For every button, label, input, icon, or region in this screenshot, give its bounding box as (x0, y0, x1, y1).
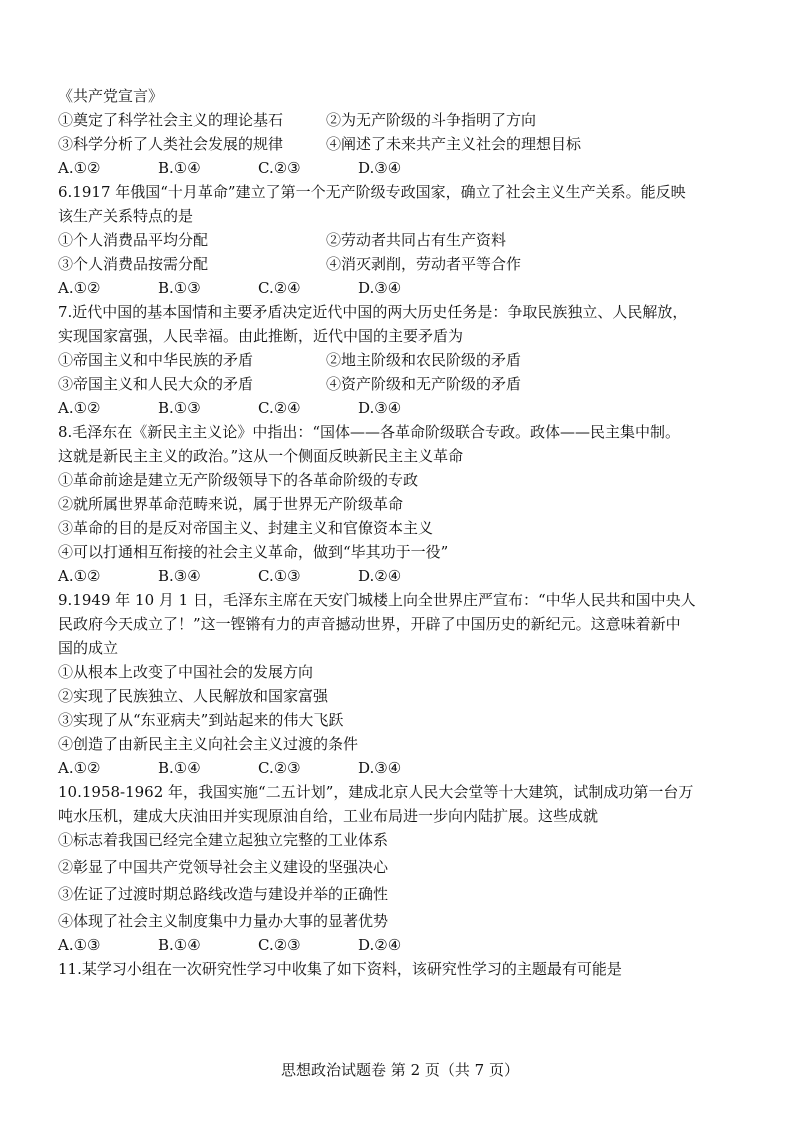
q5-options (58, 156, 748, 180)
q10-option-d: D.②④ (358, 936, 402, 954)
q7-statement-row (58, 348, 748, 372)
q8-option-b: B.③④ (158, 567, 201, 585)
q9-options (58, 756, 748, 780)
q10-statement: ④体现了社会主义制度集中力量办大事的显著优势 (58, 912, 389, 930)
q7-statement: ①帝国主义和中华民族的矛盾 (58, 351, 254, 369)
q8-option-c: C.①③ (258, 567, 301, 585)
q6-options (58, 276, 748, 300)
q9-option-a: A.①② (58, 759, 101, 777)
q9-statement: ②实现了民族独立、人民解放和国家富强 (58, 687, 329, 705)
q8-option-d: D.②④ (358, 567, 402, 585)
q6-stem: 6.1917 年俄国“十月革命”建立了第一个无产阶级专政国家，确立了社会主义生产关系。能反映 (58, 183, 686, 201)
q5-statement-row (58, 132, 748, 156)
q9-option-d: D.③④ (358, 759, 402, 777)
q7-statement-row (58, 372, 748, 396)
q5-option-d: D.③④ (358, 159, 402, 177)
q6-stem: 该生产关系特点的是 (58, 207, 194, 225)
q7-statement: ②地主阶级和农民阶级的矛盾 (326, 351, 522, 369)
exam-page (58, 84, 748, 981)
q7-stem: 7.近代中国的基本国情和主要矛盾决定近代中国的两大历史任务是：争取民族独立、人民解放， (58, 303, 688, 321)
q9-statement: ④创造了由新民主主义向社会主义过渡的条件 (58, 735, 359, 753)
q8-option-a: A.①② (58, 567, 101, 585)
q6-option-b: B.①③ (158, 279, 201, 297)
q7-option-a: A.①② (58, 399, 101, 417)
q7-stem: 实现国家富强，人民幸福。由此推断，近代中国的主要矛盾为 (58, 327, 464, 345)
q10-stem: 10.1958-1962 年，我国实施“二五计划”，建成北京人民大会堂等十大建筑，试制成功第一台万 (58, 783, 694, 801)
q7-options (58, 396, 748, 420)
q10-option-a: A.①③ (58, 936, 101, 954)
q5-option-c: C.②③ (258, 159, 301, 177)
q9-option-c: C.②③ (258, 759, 301, 777)
q5-statement: ②为无产阶级的斗争指明了方向 (326, 111, 537, 129)
q10-option-c: C.②③ (258, 936, 301, 954)
lead-line: 《共产党宣言》 (58, 87, 164, 105)
q7-option-d: D.③④ (358, 399, 402, 417)
q7-statement: ④资产阶级和无产阶级的矛盾 (326, 375, 522, 393)
q9-stem: 国的成立 (58, 639, 119, 657)
q6-statement: ②劳动者共同占有生产资料 (326, 231, 507, 249)
q6-statement: ④消灭剥削，劳动者平等合作 (326, 255, 522, 273)
q5-statement: ④阐述了未来共产主义社会的理想目标 (326, 135, 582, 153)
q7-statement: ③帝国主义和人民大众的矛盾 (58, 375, 254, 393)
q5-statement: ①奠定了科学社会主义的理论基石 (58, 111, 284, 129)
q11-stem: 11.某学习小组在一次研究性学习中收集了如下资料，该研究性学习的主题最有可能是 (58, 960, 622, 978)
q8-statement: ②就所属世界革命范畴来说，属于世界无产阶级革命 (58, 495, 404, 513)
q9-option-b: B.①④ (158, 759, 201, 777)
q5-option-b: B.①④ (158, 159, 201, 177)
q5-option-a: A.①② (58, 159, 101, 177)
q8-stem: 这就是新民主主义的政治。”这从一个侧面反映新民主主义革命 (58, 447, 464, 465)
q9-stem: 9.1949 年 10 月 1 日，毛泽东主席在天安门城楼上向全世界庄严宣布：“中华人民共和国中央人 (58, 591, 696, 609)
q6-option-d: D.③④ (358, 279, 402, 297)
q6-option-a: A.①② (58, 279, 101, 297)
q5-statement-row (58, 108, 748, 132)
q10-stem: 吨水压机，建成大庆油田并实现原油自给，工业布局进一步向内陆扩展。这些成就 (58, 807, 599, 825)
q10-statement: ①标志着我国已经完全建立起独立完整的工业体系 (58, 831, 389, 849)
q10-option-b: B.①④ (158, 936, 201, 954)
q6-statement-row (58, 252, 748, 276)
q8-statement: ③革命的目的是反对帝国主义、封建主义和官僚资本主义 (58, 519, 434, 537)
q6-statement-row (58, 228, 748, 252)
page-footer: 思想政治试题卷 第 2 页（共 7 页） (281, 1061, 519, 1079)
q7-option-c: C.②④ (258, 399, 301, 417)
q8-statement: ④可以打通相互衔接的社会主义革命，做到“毕其功于一役” (58, 543, 449, 561)
q9-stem: 民政府今天成立了！”这一铿锵有力的声音撼动世界，开辟了中国历史的新纪元。这意味着新中 (58, 615, 681, 633)
q6-statement: ③个人消费品按需分配 (58, 255, 209, 273)
q10-options (58, 933, 748, 957)
q6-option-c: C.②④ (258, 279, 301, 297)
q10-statement: ②彰显了中国共产党领导社会主义建设的坚强决心 (58, 858, 389, 876)
q8-options (58, 564, 748, 588)
q8-stem: 8.毛泽东在《新民主主义论》中指出：“国体——各革命阶级联合专政。政体——民主集中制。 (58, 423, 680, 441)
q9-statement: ①从根本上改变了中国社会的发展方向 (58, 663, 314, 681)
q9-statement: ③实现了从“东亚病夫”到站起来的伟大飞跃 (58, 711, 344, 729)
q7-option-b: B.①③ (158, 399, 201, 417)
q8-statement: ①革命前途是建立无产阶级领导下的各革命阶级的专政 (58, 471, 419, 489)
q6-statement: ①个人消费品平均分配 (58, 231, 209, 249)
q5-statement: ③科学分析了人类社会发展的规律 (58, 135, 284, 153)
q10-statement: ③佐证了过渡时期总路线改造与建设并举的正确性 (58, 885, 389, 903)
